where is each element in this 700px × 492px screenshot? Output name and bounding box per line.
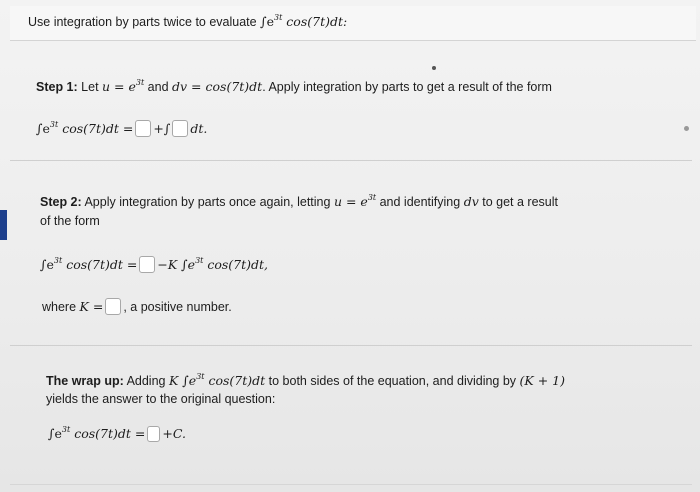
step1-lhs	[36, 121, 133, 136]
k-eq: K =	[79, 299, 104, 314]
u-eq-text: u = e	[333, 194, 368, 209]
exponent: 3t	[196, 372, 205, 381]
divider	[10, 345, 692, 346]
wrap-instruction-cont	[46, 391, 275, 407]
wrap-label: The wrap up:	[46, 374, 124, 388]
exponent: 3t	[53, 256, 63, 265]
step2-label: Step 2:	[40, 195, 82, 209]
bottom-edge	[10, 484, 692, 485]
lhs-tail: cos(7t)dt =	[62, 257, 138, 272]
step2-minus-term	[157, 257, 268, 272]
integrand-tail: cos(7t)dt:	[282, 14, 348, 29]
wrap-instruction	[46, 373, 565, 389]
wrap-text-a: Adding	[123, 374, 169, 388]
step1-text-a: Let	[77, 80, 103, 94]
u-exponent: 3t	[367, 193, 377, 202]
question-header	[10, 6, 696, 41]
side-marker	[0, 210, 7, 240]
step2-k-line	[42, 298, 232, 315]
speck-mark	[432, 66, 436, 70]
plus-integral: +∫	[153, 121, 171, 136]
lhs-tail: cos(7t)dt =	[58, 121, 134, 136]
step1-answer-box-2[interactable]	[172, 120, 188, 137]
prompt-text: Use integration by parts twice to evaluate	[28, 15, 257, 29]
wrap-k-term	[169, 373, 265, 388]
final-answer-box[interactable]	[147, 426, 160, 442]
step1-dt: dt.	[190, 121, 208, 136]
step1-answer-box-1[interactable]	[135, 120, 151, 137]
step2-text-d: of the form	[40, 214, 100, 228]
k-tail: cos(7t)dt	[204, 373, 266, 388]
speck-mark	[684, 126, 689, 131]
lhs-tail: cos(7t)dt =	[70, 426, 146, 441]
wrap-equation	[48, 426, 186, 442]
step2-lhs	[40, 257, 137, 272]
step2-instruction	[40, 194, 558, 210]
integral-sign: ∫e	[36, 121, 50, 136]
wrap-lhs	[48, 426, 145, 441]
step1-text-b: and	[144, 80, 173, 94]
k-answer-box[interactable]	[105, 298, 121, 315]
integral-sign: ∫e	[40, 257, 54, 272]
where-text: where	[42, 300, 80, 314]
step2-answer-box-1[interactable]	[139, 256, 155, 273]
step2-text-c: to get a result	[478, 195, 558, 209]
integral-sign: ∫e	[260, 14, 275, 29]
exponent: 3t	[49, 120, 59, 129]
step2-dv: dv	[463, 194, 479, 209]
step1-label: Step 1:	[36, 80, 78, 94]
step1-instruction	[36, 79, 552, 95]
integral-expression	[260, 14, 347, 29]
integral-sign: ∫e	[48, 426, 62, 441]
step1-text-c: . Apply integration by parts to get a result of the form	[262, 80, 552, 94]
step1-equation	[36, 120, 207, 137]
wrap-text-b: to both sides of the equation, and dividing by	[265, 374, 520, 388]
exponent: 3t	[274, 13, 283, 22]
k-plus-one: (K + 1)	[519, 373, 566, 388]
k-integral: K ∫e	[168, 373, 197, 388]
plus-c: +C.	[162, 426, 186, 441]
u-eq-text: u = e	[102, 79, 136, 94]
minus-k-integral: −K ∫e	[157, 257, 196, 272]
exponent: 3t	[195, 256, 204, 265]
step1-dv-eq: dv = cos(7t)dt	[172, 79, 263, 94]
exponent: 3t	[61, 425, 71, 434]
step1-u-eq	[102, 79, 144, 94]
step2-text-b: and identifying	[376, 195, 464, 209]
positive-number-text: , a positive number.	[123, 300, 232, 314]
step2-u-eq	[334, 194, 376, 209]
u-exponent: 3t	[135, 78, 145, 87]
minus-tail: cos(7t)dt,	[203, 257, 269, 272]
step2-equation	[40, 256, 268, 273]
step2-text-a: Apply integration by parts once again, letting	[81, 195, 334, 209]
step2-instruction-cont	[40, 213, 100, 229]
divider	[10, 160, 692, 161]
wrap-text-c: yields the answer to the original question:	[46, 392, 276, 406]
question-prompt	[28, 14, 347, 30]
